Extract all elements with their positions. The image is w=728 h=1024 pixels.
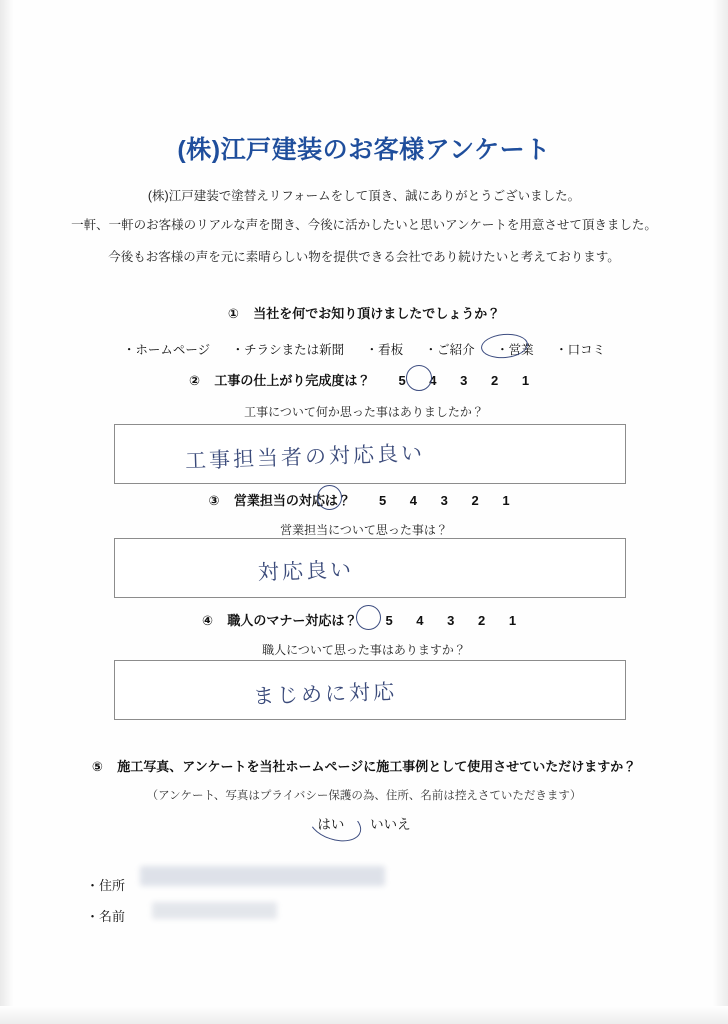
q4-score-1[interactable]: 1: [508, 613, 517, 628]
question-1-heading: [0, 303, 728, 322]
q3-score-5[interactable]: 5: [378, 493, 387, 508]
redacted-address-value: [140, 866, 385, 886]
redacted-name-value: [152, 902, 277, 919]
q2-score-4[interactable]: 4: [429, 373, 437, 388]
q2-score-3[interactable]: 3: [460, 373, 468, 388]
question-3-heading: [0, 490, 728, 509]
question-5-heading: [0, 756, 728, 775]
question-1-number: ①: [227, 306, 239, 321]
q4-score-4[interactable]: 4: [416, 613, 424, 628]
answer-box-question-3[interactable]: [114, 538, 626, 598]
option-no[interactable]: いいえ: [370, 817, 411, 832]
q2-score-5[interactable]: 5: [398, 373, 406, 388]
question-2-number: ②: [188, 373, 200, 388]
option-referral[interactable]: ・ご紹介: [424, 343, 475, 357]
option-homepage[interactable]: ・ホームページ: [122, 343, 211, 357]
page-title: (株)江戸建装のお客様アンケート: [177, 136, 551, 164]
question-4-scale: [375, 613, 526, 628]
question-1-options: [0, 340, 728, 358]
question-3-number: ③: [208, 493, 220, 508]
question-4-number: ④: [201, 613, 213, 628]
handwritten-answer-question-3: 対応良い: [257, 557, 355, 585]
question-1-text: 当社を何でお知り頂けましたでしょうか？: [253, 306, 501, 321]
handwritten-answer-question-2: 工事担当者の対応良い: [184, 440, 426, 474]
question-2-followup: 工事について何か思った事はありましたか？: [244, 405, 484, 419]
question-5-note: （アンケート、写真はプライバシー保護の為、住所、名前は控えさていただきます）: [146, 790, 582, 802]
option-yes[interactable]: はい: [317, 817, 345, 832]
q3-score-2[interactable]: 2: [471, 493, 479, 508]
field-label-name: ・名前: [86, 909, 126, 924]
question-4-text: 職人のマナー対応は？: [227, 613, 358, 628]
question-5-options: [0, 813, 728, 833]
question-3-followup: 営業担当について思った事は？: [280, 523, 448, 537]
question-5-text: 施工写真、アンケートを当社ホームページに施工事例として使用させていただけますか？: [117, 759, 637, 774]
q3-score-1[interactable]: 1: [502, 493, 510, 508]
option-signboard[interactable]: ・看板: [365, 343, 404, 357]
intro-line-1: (株)江戸建装で塗替えリフォームをして頂き、誠にありがとうございました。: [147, 189, 581, 203]
question-2-scale: [388, 373, 539, 388]
q4-score-5[interactable]: 5: [385, 613, 393, 628]
option-flyer-newspaper[interactable]: ・チラシまたは新聞: [231, 343, 345, 357]
field-label-address: ・住所: [86, 878, 126, 893]
question-5-number: ⑤: [91, 759, 103, 774]
q3-score-4[interactable]: 4: [409, 493, 418, 508]
question-2-text: 工事の仕上がり完成度は？: [214, 373, 371, 388]
question-3-scale: [369, 493, 520, 508]
question-4-followup: 職人について思った事はありますか？: [262, 643, 466, 657]
question-2-heading: [0, 370, 728, 389]
scan-edge-bottom: [0, 1006, 728, 1024]
q3-score-3[interactable]: 3: [440, 493, 448, 508]
q4-score-2[interactable]: 2: [478, 613, 486, 628]
option-word-of-mouth[interactable]: ・口コミ: [555, 343, 606, 357]
handwritten-answer-question-4: まじめに対応: [252, 679, 398, 709]
q2-score-1[interactable]: 1: [521, 373, 530, 388]
q4-score-3[interactable]: 3: [447, 613, 455, 628]
option-sales[interactable]: ・営業: [496, 343, 534, 357]
q2-score-2[interactable]: 2: [491, 373, 499, 388]
question-4-heading: [0, 610, 728, 629]
question-3-text: 営業担当の対応は？: [233, 493, 351, 508]
intro-line-3: 今後もお客様の声を元に素晴らしい物を提供できる会社であり続けたいと考えております。: [108, 250, 620, 264]
intro-line-2: 一軒、一軒のお客様のリアルな声を聞き、今後に活かしたいと思いアンケートを用意させて頂きました。: [71, 218, 657, 232]
